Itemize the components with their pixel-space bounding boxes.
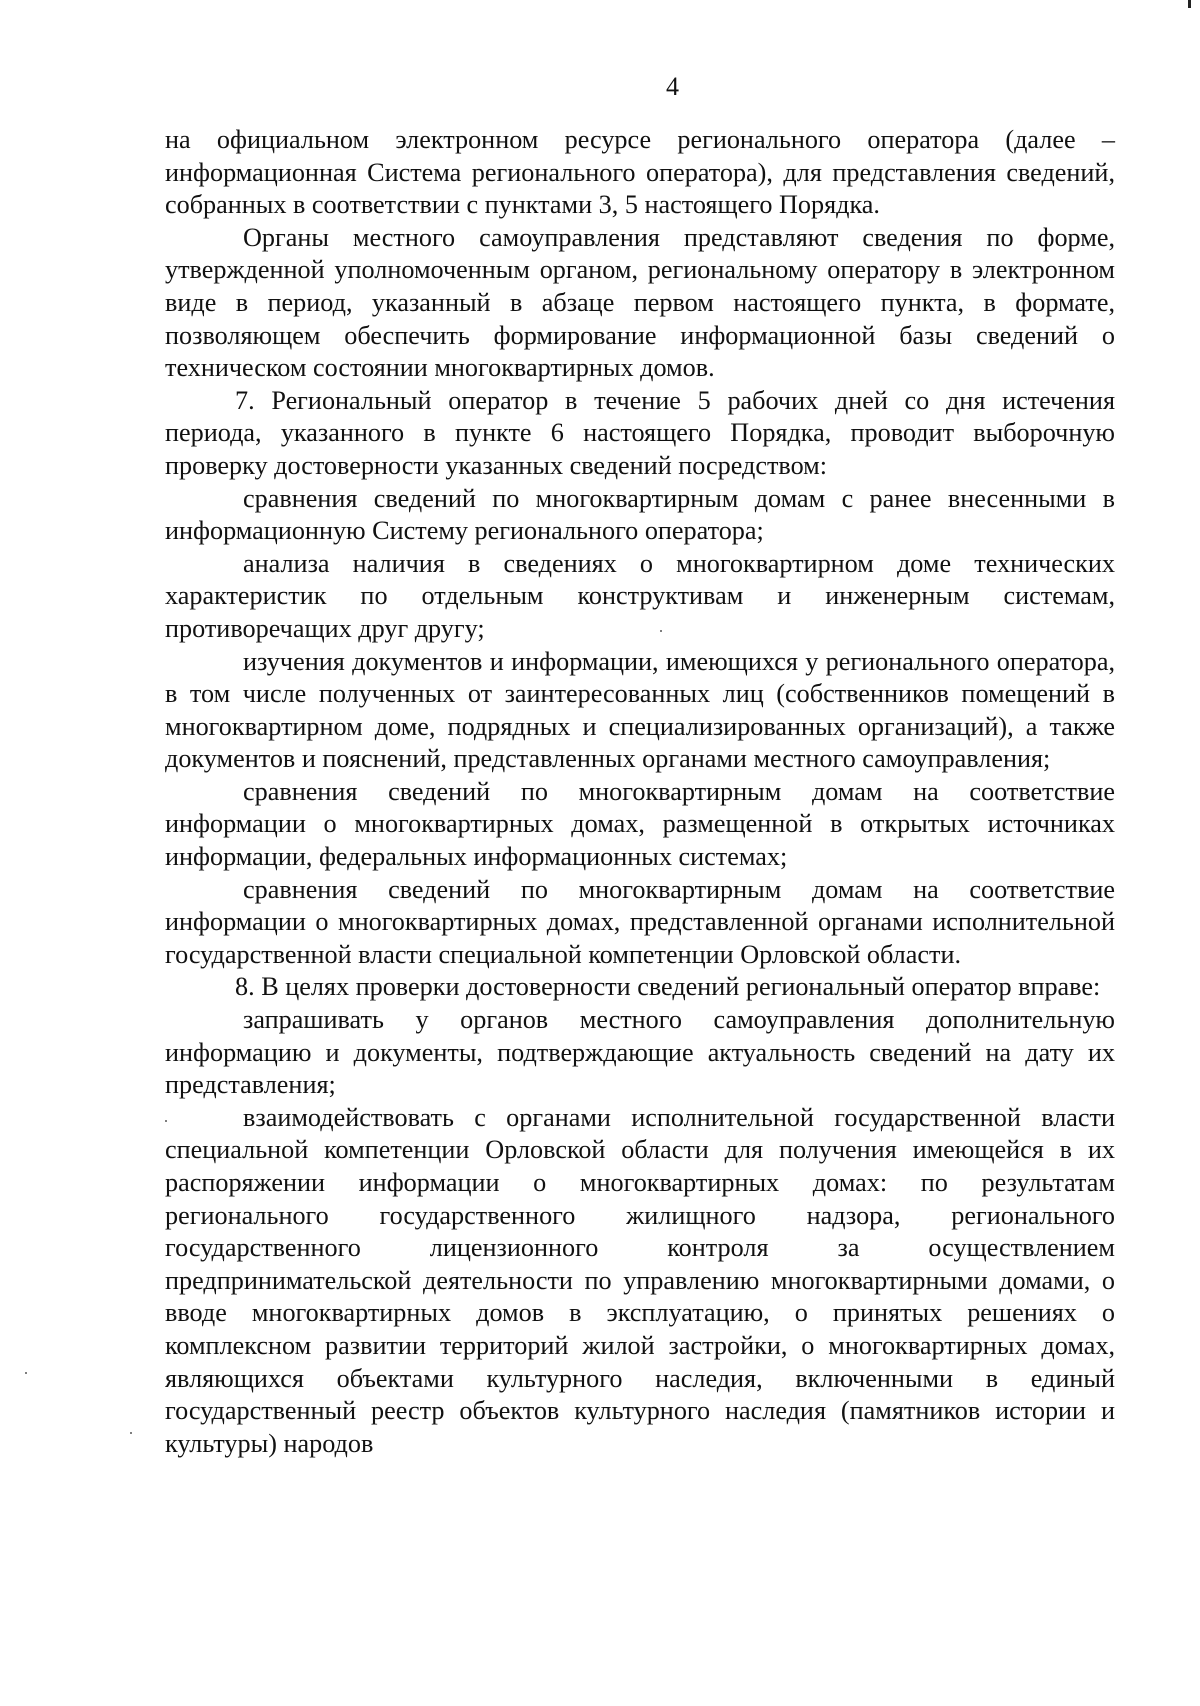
scan-speck — [165, 1120, 167, 1122]
paragraph-item-7: 7. Региональный оператор в течение 5 рабочих дней со дня истечения периода, указанного в пункте 6 настоящего Порядка, проводит выборочную проверку достоверности указанных сведений посредством: — [165, 385, 1115, 480]
paragraph-continuation: на официальном электронном ресурсе регионального оператора (далее – информационная Система регионального оператора), для представления сведений, собранных в соответствии с пунктами 3, 5 настоящего Порядка. — [165, 125, 1115, 220]
paragraph-local-authorities: Органы местного самоуправления представляют сведения по форме, утвержденной уполномоченным органом, региональному оператору в электронном виде в период, указанный в абзаце первом настоящего пункта, в формате, позволяющем обеспечить формирование информационной базы сведений о техническом состоянии многоквартирных домов. — [165, 222, 1115, 383]
scan-speck — [130, 1432, 132, 1434]
paragraph-item-7-comparison: сравнения сведений по многоквартирным домам с ранее внесенными в информационную Систему регионального оператора; — [165, 483, 1115, 546]
paragraph-item-8: 8. В целях проверки достоверности сведений региональный оператор вправе: — [235, 972, 1101, 1002]
paragraph-item-8-request: запрашивать у органов местного самоуправления дополнительную информацию и документы, подтверждающие актуальность сведений на дату их представления; — [165, 1005, 1115, 1100]
scan-speck — [660, 630, 662, 632]
page-number: 4 — [666, 72, 679, 101]
paragraph-item-7-study: изучения документов и информации, имеющихся у регионального оператора, в том числе полученных от заинтересованных лиц (собственников помещений в многоквартирном доме, подрядных и специализированных организаций), а также документов и пояснений, представленных органами местного самоуправления; — [165, 646, 1115, 774]
scan-speck — [25, 1372, 27, 1374]
paragraph-item-7-open-sources: сравнения сведений по многоквартирным домам на соответствие информации о многоквартирных домах, размещенной в открытых источниках информации, федеральных информационных системах; — [165, 776, 1115, 872]
document-body — [165, 124, 1115, 1460]
scan-edge-mark — [1188, 0, 1191, 8]
paragraph-item-7-executive-bodies: сравнения сведений по многоквартирным домам на соответствие информации о многоквартирных домах, представленной органами исполнительной государственной власти специальной компетенции Орловской области. — [165, 874, 1115, 969]
paragraph-item-7-analysis: анализа наличия в сведениях о многоквартирном доме технических характеристик по отдельным конструктивам и инженерным системам, противоречащих друг другу; — [165, 548, 1115, 643]
paragraph-item-8-interaction: взаимодействовать с органами исполнительной государственной власти специальной компетенции Орловской области для получения имеющейся в их распоряжении информации о многоквартирных домах: по результатам регионального государственного жилищного надзора, регионального государственного лицензионного контроля за осуществлением предпринимательской деятельности по управлению многоквартирными домами, о вводе многоквартирных домов в эксплуатацию, о принятых решениях о комплексном развитии территорий жилой застройки, о многоквартирных домах, являющихся объектами культурного наследия, включенными в единый государственный реестр объектов культурного наследия (памятников истории и культуры) народов — [165, 1102, 1115, 1458]
